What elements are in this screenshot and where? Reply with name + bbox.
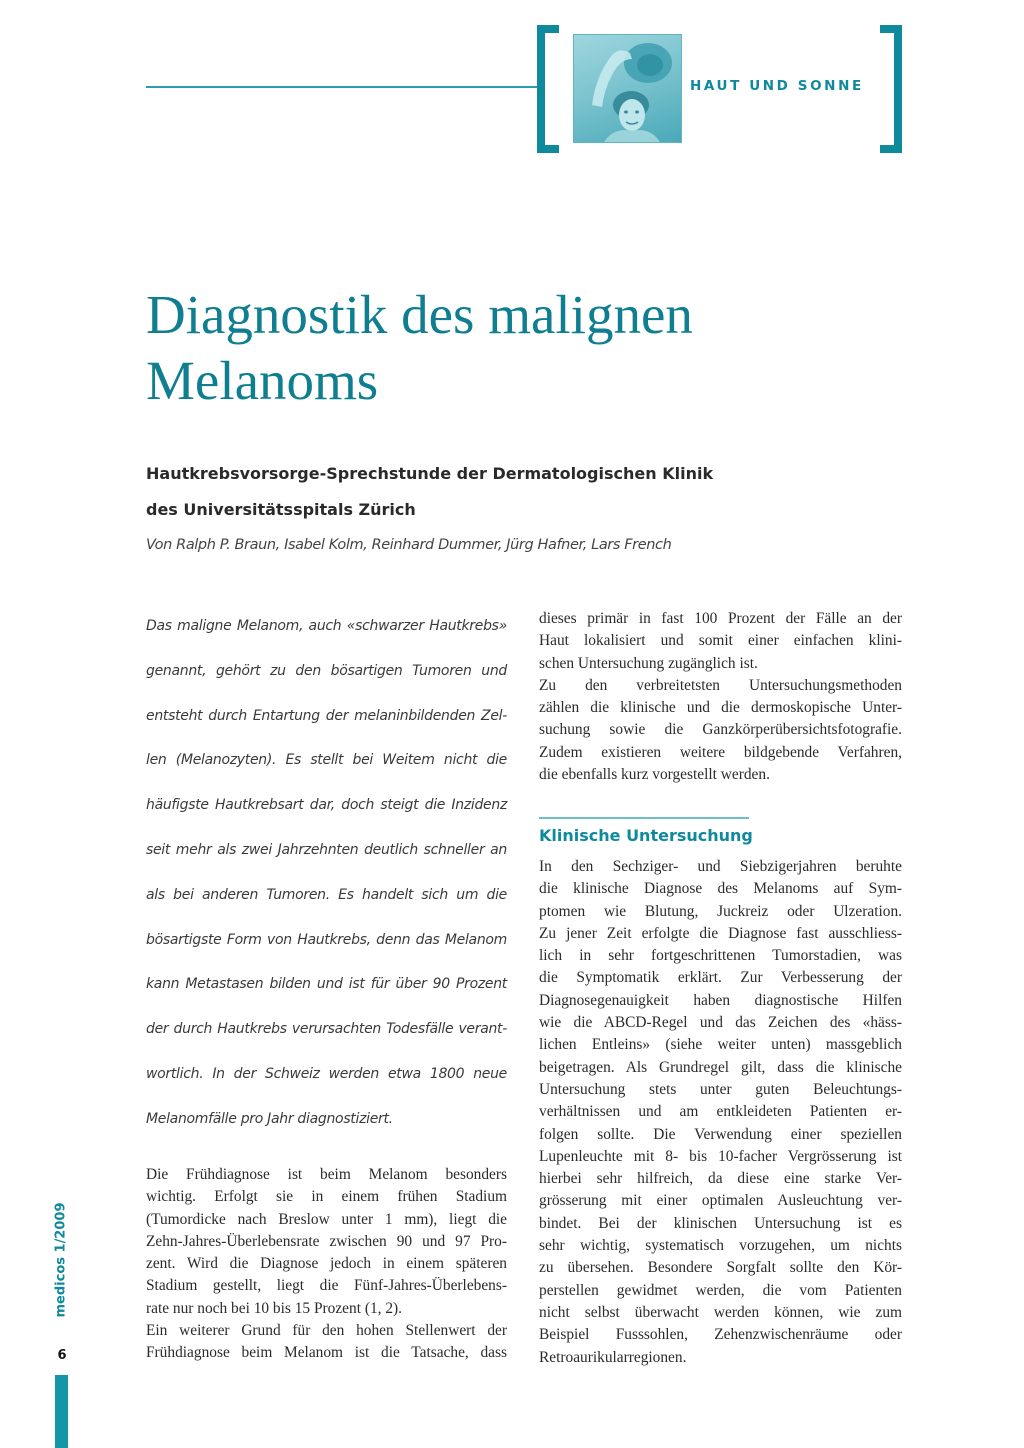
body-line: folgen sollte. Die Verwendung einer speziellen: [539, 1125, 902, 1143]
right-column-section-body: [539, 856, 902, 1369]
body-line: Retroaurikularregionen.: [539, 1348, 687, 1366]
body-line: grösserung mit einer optimalen Ausleuchtung ver-: [539, 1192, 902, 1210]
body-line: zählen die klinische und die dermoskopische Unter-: [539, 699, 902, 717]
header-rule: [146, 86, 538, 88]
lead-line: wortlich. In der Schweiz werden etwa 1800 neue: [146, 1065, 507, 1082]
body-line: Zu jener Zeit erfolgte die Diagnose fast ausschliess-: [539, 924, 902, 942]
article-subtitle: [146, 456, 906, 528]
lead-line: kann Metastasen bilden und ist für über 90 Prozent: [146, 976, 507, 993]
lead-line: len (Melanozyten). Es stellt bei Weitem nicht die: [146, 752, 507, 769]
lead-paragraph: [146, 604, 507, 1142]
side-accent-bar: [55, 1375, 68, 1448]
body-line: Diagnosegenauigkeit haben diagnostische Hilfen: [539, 991, 902, 1009]
right-bracket-decoration: [880, 25, 902, 153]
lead-line: entsteht durch Entartung der melaninbildenden Zel-: [146, 707, 507, 724]
body-line: Frühdiagnose beim Melanom ist die Tatsache, dass: [146, 1344, 507, 1362]
lead-line: Das maligne Melanom, auch «schwarzer Hautkrebs»: [146, 618, 507, 634]
body-line: Beispiel Fusssohlen, Zehenzwischenräume oder: [539, 1326, 902, 1344]
left-column-body: [146, 1164, 507, 1365]
body-line: rate nur noch bei 10 bis 15 Prozent (1, 2).: [146, 1299, 403, 1317]
body-line: sehr wichtig, systematisch vorzugehen, um nichts: [539, 1237, 902, 1255]
body-line: hierbei sehr hilfreich, da diese eine starke Ver-: [539, 1170, 902, 1188]
woman-with-hat-photo-icon: [573, 34, 682, 143]
body-line: suchung sowie die Ganzkörperübersichtsfotografie.: [539, 721, 902, 739]
body-line: In den Sechziger- und Siebzigerjahren beruhte: [539, 858, 902, 875]
subtitle-line: des Universitätsspitals Zürich: [146, 500, 416, 519]
authors-byline: Von Ralph P. Braun, Isabel Kolm, Reinhard Dummer, Jürg Hafner, Lars French: [146, 537, 672, 553]
body-line: lichen Entleins» (siehe weiter unten) massgeblich: [539, 1036, 902, 1054]
body-line: wie die ABCD-Regel und das Zeichen des «häss-: [539, 1014, 902, 1032]
title-line: Melanoms: [146, 350, 379, 411]
body-line: beigetragen. Als Grundregel gilt, dass die klinische: [539, 1058, 902, 1076]
lead-line: seit mehr als zwei Jahrzehnten deutlich schneller an: [146, 841, 507, 858]
lead-line: häufigste Hautkrebsart dar, doch steigt die Inzidenz: [146, 797, 507, 814]
body-line: bindet. Bei der klinischen Untersuchung ist es: [539, 1214, 902, 1232]
body-line: (Tumordicke nach Breslow unter 1 mm), liegt die: [146, 1210, 507, 1228]
body-line: Ein weiterer Grund für den hohen Stellenwert der: [146, 1322, 507, 1340]
body-line: Stadium gestellt, liegt die Fünf-Jahres-Überlebens-: [146, 1277, 507, 1295]
article-title: [146, 282, 906, 414]
section-divider: [539, 817, 749, 819]
section-label: HAUT UND SONNE: [690, 78, 864, 94]
body-line: die Symptomatik erklärt. Zur Verbesserung der: [539, 969, 902, 987]
body-line: zent. Wird die Diagnose jedoch in einem späteren: [146, 1255, 507, 1273]
lead-line: Melanomfälle pro Jahr diagnostiziert.: [146, 1110, 393, 1127]
title-line: Diagnostik des malignen: [146, 284, 693, 345]
body-line: schen Untersuchung zugänglich ist.: [539, 654, 758, 672]
lead-line: genannt, gehört zu den bösartigen Tumoren und: [146, 662, 507, 679]
body-line: Lupenleuchte mit 8- bis 10-facher Vergrösserung ist: [539, 1147, 902, 1165]
body-line: Zu den verbreitetsten Untersuchungsmethoden: [539, 676, 902, 694]
body-line: nicht selbst überwacht werden können, wie zum: [539, 1303, 902, 1321]
journal-issue-label: [49, 1196, 73, 1324]
body-line: Haut lokalisiert und somit einer einfachen klini-: [539, 632, 902, 650]
body-line: Die Frühdiagnose ist beim Melanom besonders: [146, 1166, 507, 1183]
page-number: 6: [57, 1348, 67, 1363]
body-line: perstellen gewidmet werden, die vom Patienten: [539, 1281, 902, 1299]
lead-line: der durch Hautkrebs verursachten Todesfälle verant-: [146, 1021, 507, 1038]
body-line: wichtig. Erfolgt sie in einem frühen Stadium: [146, 1188, 507, 1206]
right-column-intro: [539, 608, 902, 786]
left-bracket-decoration: [537, 25, 559, 153]
body-line: Zudem existieren weitere bildgebende Verfahren,: [539, 743, 902, 761]
lead-line: bösartigste Form von Hautkrebs, denn das Melanom: [146, 931, 507, 948]
body-line: die klinische Diagnose des Melanoms auf Sym-: [539, 880, 902, 898]
body-line: lich in sehr fortgeschrittenen Tumorstadien, was: [539, 947, 902, 965]
lead-line: als bei anderen Tumoren. Es handelt sich um die: [146, 886, 507, 903]
section-heading: Klinische Untersuchung: [539, 826, 753, 845]
journal-issue-text: medicos 1/2009: [53, 1202, 69, 1318]
subtitle-line: Hautkrebsvorsorge-Sprechstunde der Dermatologischen Klinik: [146, 464, 714, 483]
body-line: dieses primär in fast 100 Prozent der Fälle an der: [539, 610, 902, 627]
body-line: Zehn-Jahres-Überlebensrate zwischen 90 und 97 Pro-: [146, 1232, 507, 1250]
body-line: zu übersehen. Besondere Sorgfalt sollte den Kör-: [539, 1259, 902, 1277]
body-line: verhältnissen und am entkleideten Patienten er-: [539, 1103, 902, 1121]
body-line: die ebenfalls kurz vorgestellt werden.: [539, 766, 770, 784]
body-line: ptomen wie Blutung, Juckreiz oder Ulzeration.: [539, 902, 902, 920]
body-line: Untersuchung stets unter guten Beleuchtungs-: [539, 1080, 902, 1098]
